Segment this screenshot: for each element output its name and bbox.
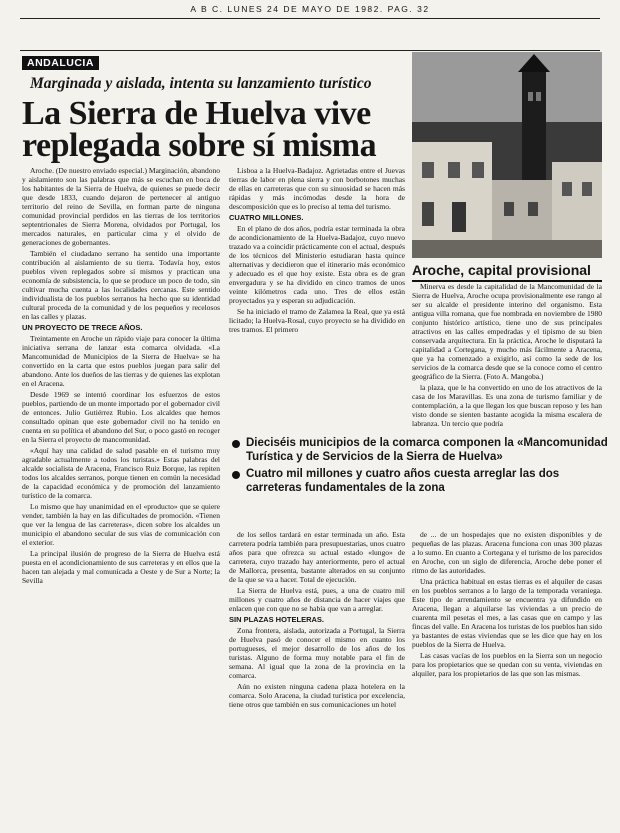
photo-description: Minerva es desde la capitalidad de la Mancomunidad de la Sierra de Huelva, Aroche ocupa provisionalmente ese rango al ser su alcalde el presidente interino del organismo. Esta antigua villa romana, que fue nombrada en noviembre de 1980 conjunto histórico artístico, tiene uno de sus principales atractivos en las calles empedradas y el tipismo de su bien conservada arquitectura. En la práctica, Aroche le disputará la capitalidad a Cortegana, y mucho más fácilmente a Aracena, que ya ha comenzado a exigirlo, así como la sede de los servicios de la comarca desde que se la conoce como el centro geográfico de la Sierra. (Foto A. Mangoba.) bbox=[412, 282, 602, 381]
top-rule bbox=[20, 18, 600, 19]
section-label: ANDALUCIA bbox=[22, 56, 99, 70]
photo-village-illustration bbox=[412, 52, 602, 258]
photo-caption: Aroche, capital provisional bbox=[412, 262, 602, 282]
paragraph: la plaza, que le ha convertido en uno de los atractivos de la casa de los Maravillas. Es una zona de turismo familiar y de contemplación, a la que llegan los que buscan reposo y les han visto donde se sienten bastante acogida la misma escalera de labranza. Un tercio que podría bbox=[412, 383, 602, 428]
paragraph: Zona frontera, aislada, autorizada a Portugal, la Sierra de Huelva pasó de conocer el mismo en cuanto los portugueses, el mejor desarrollo de los años de los turistas. Alguno de forma muy notable para el fin de semana. Al igual que la zona de la provincia en la comarca. bbox=[229, 626, 405, 680]
paragraph: Desde 1969 se intentó coordinar los esfuerzos de estos pueblos, partiendo de un monte importado por el gobernador civil de entonces. Julio Gutiérrez Rubio. Los alcaldes que hemos consultado opinan que este gobernador civil no ha tenido en cuenta en su política el abandono del Sur, o poco gastó en recoger en la Sierra el proyecto de mancomunidad. bbox=[22, 390, 220, 444]
paragraph: Se ha iniciado el tramo de Zalamea la Real, que ya está licitado; la Huelva-Rosal, cuyo proyecto se ha dividido en tres tramos. El primero bbox=[229, 307, 405, 334]
photo bbox=[412, 52, 602, 258]
paragraph: Aún no existen ninguna cadena plaza hotelera en la comarca. Solo Aracena, la ciudad turística por excelencia, tiene otros que también en sus comunicaciones un hotel bbox=[229, 682, 405, 709]
paragraph: También el ciudadano serrano ha sentido una importante contribución al aislamiento de su tierra. Todavía hoy, estos pueblos viven replegados sobre sí mismos y practican una economía de subsistencia, lo que se produce un poco de todo, sin cultivar mucha cuenta a las localidades cercanas. Este sentido individualista de los pueblos serranos ha hecho que su identidad cultural proceda de la comunidad y de los pequeños y recelosos en las calles y plazas. bbox=[22, 249, 220, 321]
column-1 bbox=[22, 166, 220, 812]
paragraph: «Aquí hay una calidad de salud pasable en el turismo muy agradable actualmente a todos los turistas.» Estas palabras del alcalde socialista de Aracena, Francisco Ruiz Borque, las repiten todos los alcaldes serranos, porque tienen en común la necesidad de la capacidad económica y de promoción del lanzamiento turístico de la comarca. bbox=[22, 446, 220, 500]
column-4 bbox=[229, 530, 405, 812]
paragraph: La principal ilusión de progreso de la Sierra de Huelva está puesta en el acondicionamiento de sus carreteras y en ellos que la hacen tan alejada y mal comunicada a Oeste y de Sur a Norte; la Sevilla bbox=[22, 549, 220, 585]
paragraph: Lisboa a la Huelva-Badajoz. Agrietadas entre el Juevas tierras de labor en plena sierra y con borbotones muchas de ellas en carreteras que con su sinuosidad se hacen más rápidas y más incómodas desde la hora de descomposición que es lo preciso al tema del turismo. bbox=[229, 166, 405, 211]
subheading: UN PROYECTO DE TRECE AÑOS. bbox=[22, 323, 143, 332]
subheading: SIN PLAZAS HOTELERAS. bbox=[229, 615, 325, 624]
bullet-item: Dieciséis municipios de la comarca componen la «Mancomunidad Turística y de Servicios de la Sierra de Huelva» bbox=[230, 436, 608, 464]
paragraph: de ... de un hospedajes que no existen disponibles y de pequeñas de las plazas. Aracena funciona con unas 300 plazas a lo sumo. En cuanto a Cortegana y el turismo de los parecidos en Aroche, con un siglo de diferencia, Aroche debe poner el ritmo de las autoridades. bbox=[412, 530, 602, 575]
paragraph: Las casas vacías de los pueblos en la Sierra son un negocio para los propietarios que se quedan con su venta, viviendas en alquiler, para los propietarios de las que son las mismas. bbox=[412, 651, 602, 678]
bullet-summary bbox=[230, 436, 608, 498]
top-rule-2 bbox=[20, 50, 600, 51]
column-5 bbox=[412, 530, 602, 812]
paragraph: Una práctica habitual en estas tierras es el alquiler de casas en los pueblos serranos a lo largo de la temporada veraniega. Este tipo de arrendamiento se encuentra ya difundido en Aracena, llegan a alquilarse las viviendas a un precio de cuarenta mil pesetas el mes, a las casas que en campo y las fincas del valle. En Aracena los turistas de los pueblos han sido ya bastantes de estas viviendas que se les dice que hay en los pueblos de la Sierra de Huelva. bbox=[412, 577, 602, 649]
column-3 bbox=[412, 282, 602, 428]
column-2 bbox=[229, 166, 405, 428]
paragraph: En el plano de dos años, podría estar terminada la obra de acondicionamiento de la Huelva-Badajoz, cuyo nuevo trazado va a coincidir prácticamente con el actual, después de los técnicos del Ministerio estudiaran hasta quince alternativas y decidieron que el itinerario más económico y adecuado es el que hoy existe. Esta obra es de gran envergadura y se ha dividido en cinco tramos de unos veinte kilómetros cada uno. Tres de ellos están proyectados ya y esperan su adjudicación. bbox=[229, 224, 405, 305]
kicker: Marginada y aislada, intenta su lanzamiento turístico bbox=[30, 75, 372, 92]
paragraph: de los sellos tardará en estar terminada un año. Esta carretera podría también para presupuestarias, unos cuatro años para que ofrezca su actual estado «lungo» de carretera, cuyo trazado hay anteriormente, pero el actual de Mallorca, presenta, bastante alterados en su conjunto de la que se va a hacer. Total de ejecución. bbox=[229, 530, 405, 584]
subheading: CUATRO MILLONES. bbox=[229, 213, 304, 222]
paragraph: Lo mismo que hay unanimidad en el «producto» que se quiere vender, también la hay en las dificultades de promoción. «Tienen que ver la lengua de las carreteras», dicen sobre los alcaldes un municipio el abandono secular de sus vías de comunicación con el exterior. bbox=[22, 502, 220, 547]
paragraph: La Sierra de Huelva está, pues, a una de cuatro mil millones y cuatro años de distancia de hacer viajes que enlacen que con que no se había que van a arreglar. bbox=[229, 586, 405, 613]
paragraph: Aroche. (De nuestro enviado especial.) Marginación, abandono y aislamiento son las palabras que más se escuchan en boca de los habitantes de la Sierra de Huelva, de quienes se puede decir que desde 1833, cuando dejaron de pertenecer al antiguo territorio del reino de Sevilla, en forman parte de ninguna comunidad provincial perdidos en las tierras de los territorios septentrionales de Sierra Morena, olvidados por Portugal, los mercados naturales, en particular cima y el olvido de generaciones de gobernantes. bbox=[22, 166, 220, 247]
masthead: A B C. LUNES 24 DE MAYO DE 1982. PAG. 32 bbox=[190, 4, 430, 14]
bullet-item: Cuatro mil millones y cuatro años cuesta arreglar las dos carreteras fundamentales de la zona bbox=[230, 467, 608, 495]
headline: La Sierra de Huelva vive replegada sobre sí misma bbox=[22, 95, 377, 164]
paragraph: Treintamente en Aroche un rápido viaje para conocer la última iniciativa serrana de lanzar esta comarca olvidada. «La Mancomunidad de Municipios de la Sierra de Huelva» se ha convertido en la carta que estos pueblos juegan para salir del abandono. Ante los dueños de las tierras y de quienes las explotan en el Aracena. bbox=[22, 334, 220, 388]
